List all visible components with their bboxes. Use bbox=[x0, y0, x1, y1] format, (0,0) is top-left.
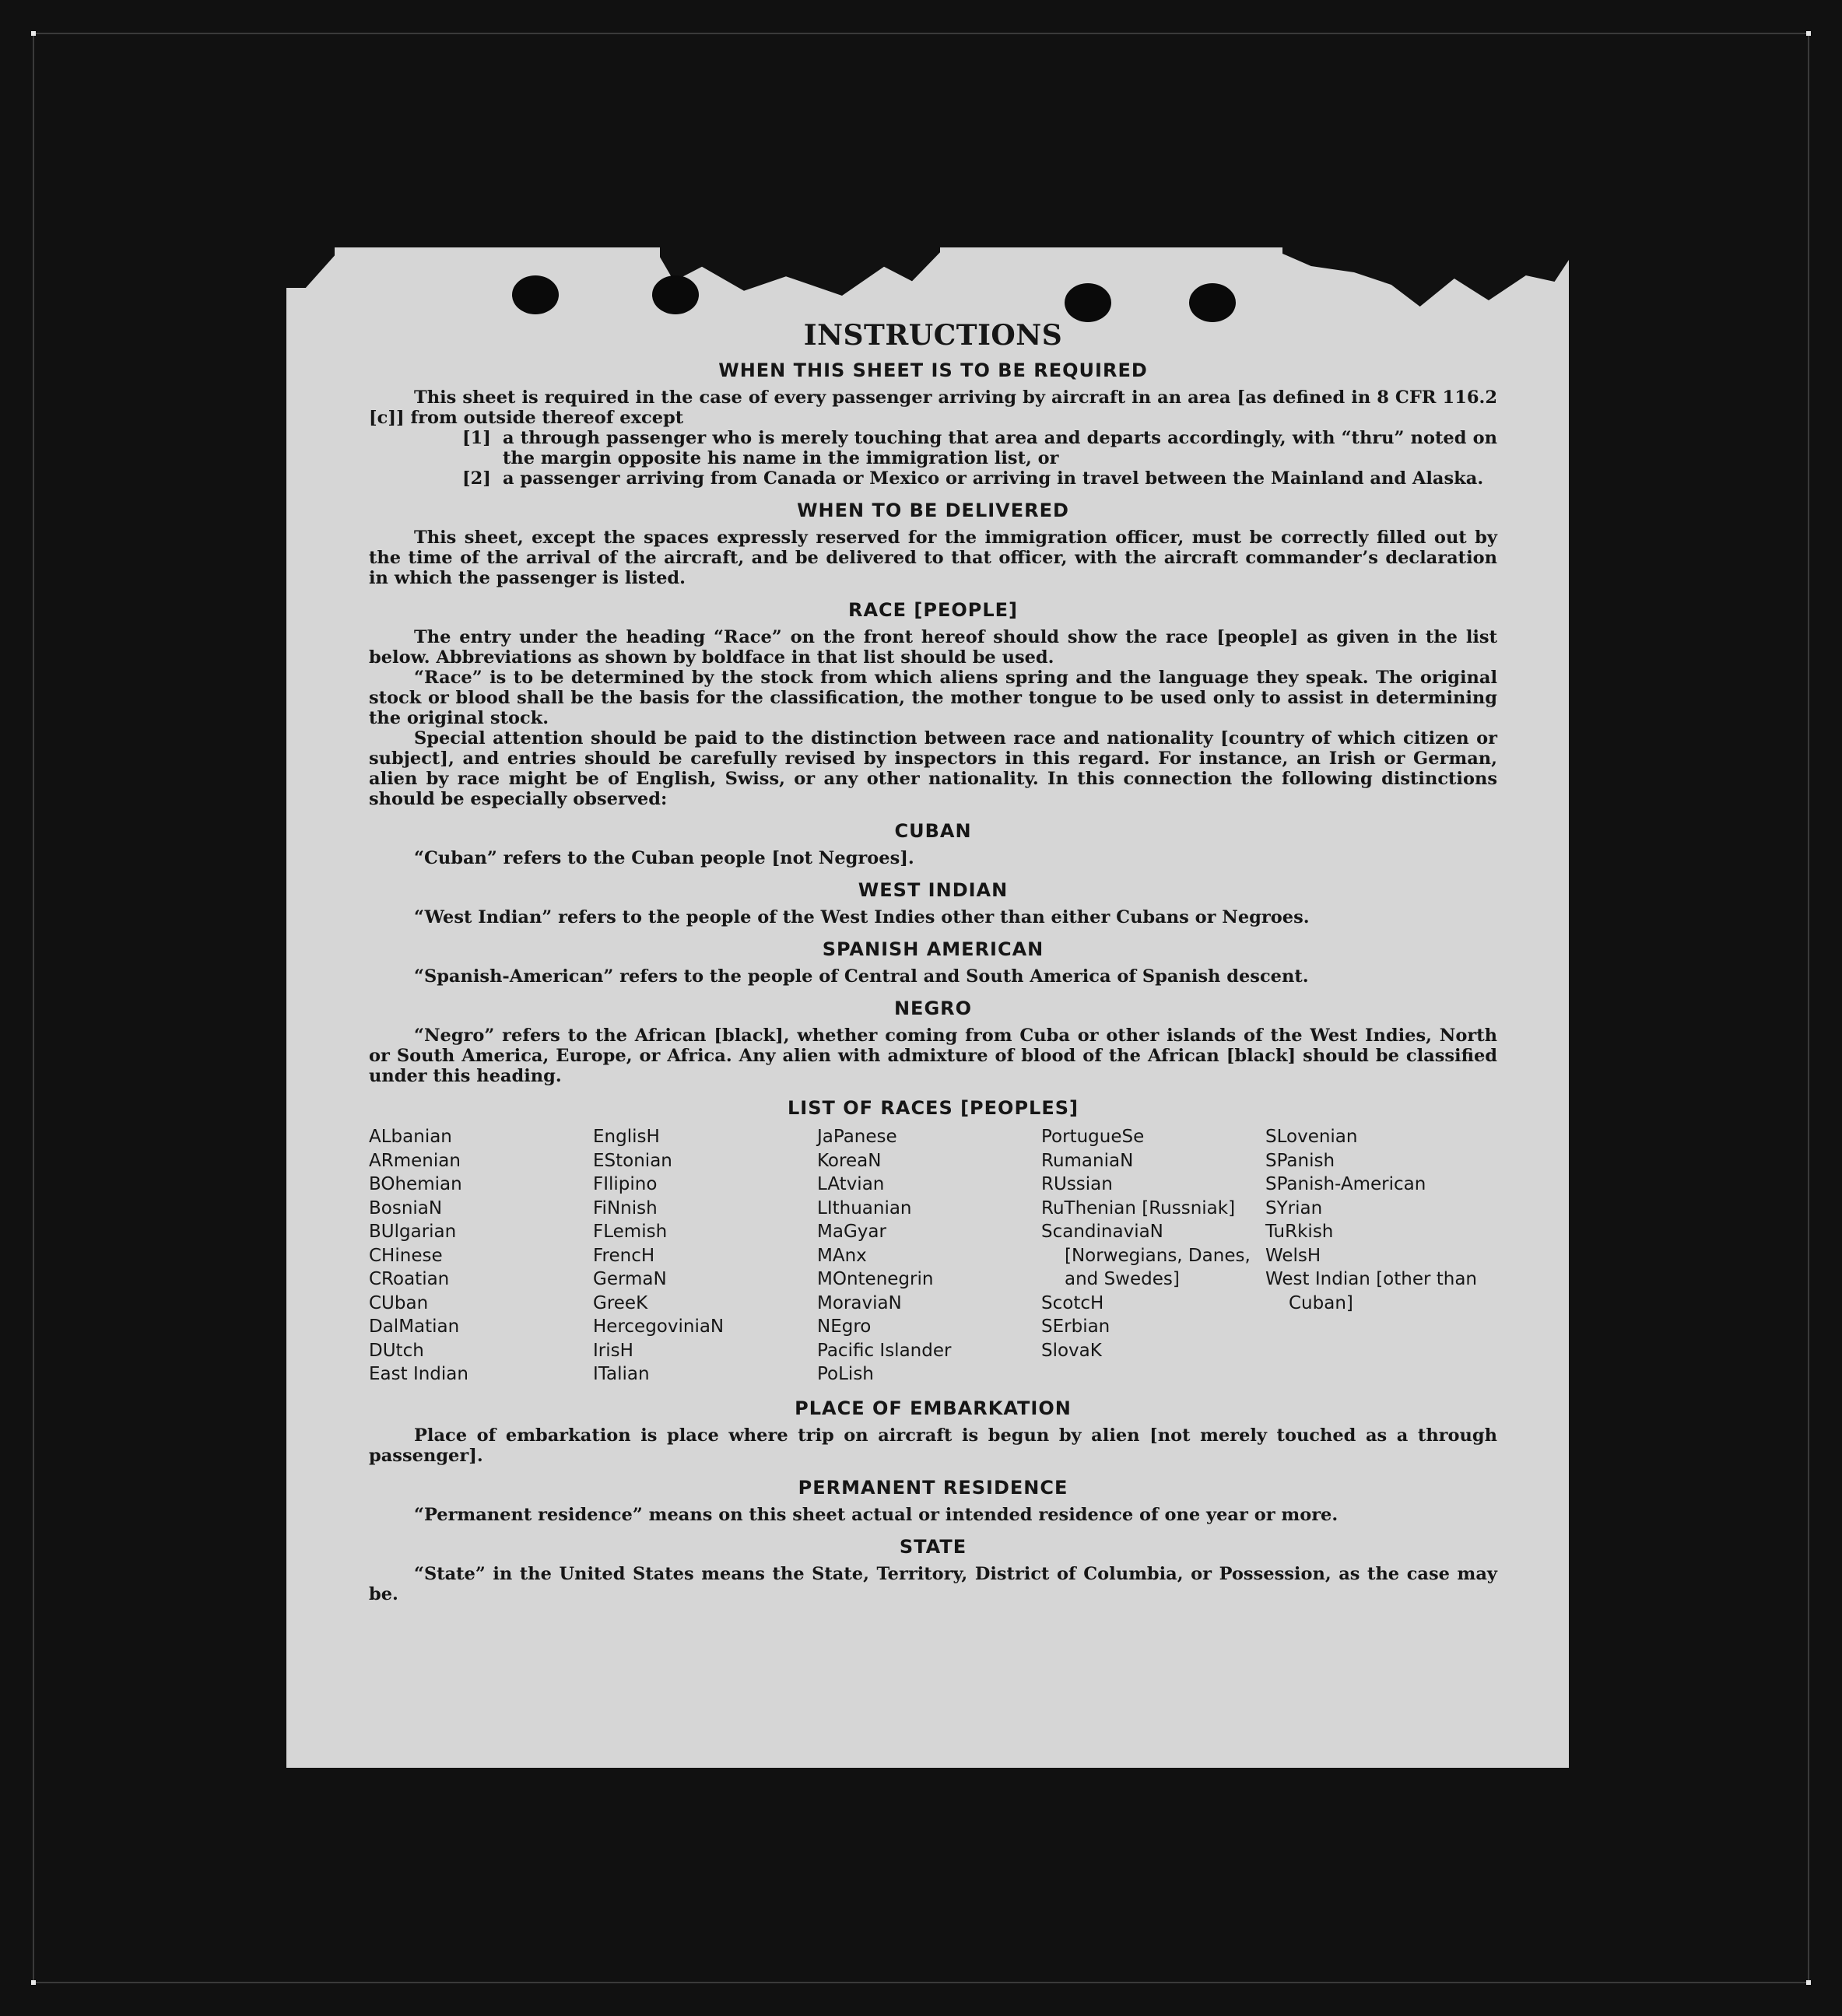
race-entry: BosniaN bbox=[369, 1197, 443, 1218]
torn-edge bbox=[286, 247, 335, 288]
section-paragraph: This sheet is required in the case of every passenger arriving by aircraft in an area [as defined in 8 CFR 116.2 [c]] from outside thereof except bbox=[369, 387, 1497, 428]
race-entry: FiNnish bbox=[593, 1197, 658, 1218]
races-column bbox=[369, 1125, 593, 1387]
section-paragraph: “Race” is to be determined by the stock from which aliens spring and the language they speak. The original stock or blood shall be the basis for the classification, the mother tongue to be used only to assist in determining the original stock. bbox=[369, 668, 1497, 728]
race-entry: IrisH bbox=[593, 1340, 633, 1361]
race-entry: JaPanese bbox=[817, 1127, 897, 1147]
races-column bbox=[593, 1125, 817, 1387]
punch-hole bbox=[1189, 283, 1236, 322]
race-entry: RuThenian [Russniak] bbox=[1041, 1197, 1236, 1218]
section-heading: NEGRO bbox=[893, 997, 973, 1019]
section-heading: WHEN TO BE DELIVERED bbox=[797, 500, 1069, 521]
section-heading: SPANISH AMERICAN bbox=[822, 938, 1044, 960]
section-heading: RACE [PEOPLE] bbox=[847, 599, 1019, 621]
race-entry: SlovaK bbox=[1041, 1340, 1102, 1361]
race-entry: Pacific Islander bbox=[817, 1340, 952, 1361]
section-heading: WHEN THIS SHEET IS TO BE REQUIRED bbox=[718, 359, 1148, 381]
section-heading: WEST INDIAN bbox=[858, 879, 1009, 901]
race-entry: RUssian bbox=[1041, 1174, 1113, 1194]
race-entry: LAtvian bbox=[817, 1174, 885, 1194]
race-entry: NEgro bbox=[817, 1317, 872, 1337]
section-paragraph: Special attention should be paid to the distinction between race and nationality [country of which citizen or subject], and entries should be carefully revised by inspectors in this regard. For instance, an Irish or German, alien by race might be of English, Swiss, or any other nationality. In this connection the following distinctions should be especially observed: bbox=[369, 728, 1497, 809]
punch-hole bbox=[652, 275, 699, 314]
race-entry: DUtch bbox=[369, 1340, 424, 1361]
list-item bbox=[462, 468, 1497, 489]
race-entry: CUban bbox=[369, 1292, 429, 1313]
race-entry: PoLish bbox=[817, 1364, 874, 1384]
race-entry: RumaniaN bbox=[1041, 1150, 1134, 1171]
frame-corner-mark bbox=[1806, 31, 1811, 36]
race-entry: SPanish-American bbox=[1265, 1174, 1426, 1194]
race-entry: TuRkish bbox=[1265, 1222, 1334, 1242]
frame-corner-mark bbox=[31, 1980, 36, 1985]
section-heading: PERMANENT RESIDENCE bbox=[798, 1476, 1068, 1499]
section-paragraph: “Negro” refers to the African [black], whether coming from Cuba or other islands of the West Indies, North or South America, Europe, or Africa. Any alien with admixture of blood of the African [black] should be classified under this heading. bbox=[369, 1026, 1497, 1086]
section-paragraph: The entry under the heading “Race” on the front hereof should show the race [people] as given in the list below. Abbreviations as shown by boldface in that list should be used. bbox=[369, 627, 1497, 668]
race-entry: MoraviaN bbox=[817, 1292, 902, 1313]
section-heading: STATE bbox=[899, 1535, 967, 1558]
frame-corner-mark bbox=[31, 31, 36, 36]
races-heading: LIST OF RACES [PEOPLES] bbox=[788, 1097, 1079, 1119]
race-entry: EStonian bbox=[593, 1150, 672, 1171]
race-entry: WelsH bbox=[1265, 1245, 1321, 1266]
section-paragraph: This sheet, except the spaces expressly reserved for the immigration officer, must be correctly filled out by the time of the arrival of the aircraft, and be delivered to that officer, with the aircraft commander’s declaration in which the passenger is listed. bbox=[369, 528, 1497, 588]
list-item-number: [1] bbox=[462, 428, 491, 448]
list-item bbox=[462, 428, 1497, 468]
section-paragraph: “Spanish-American” refers to the people of Central and South America of Spanish descent. bbox=[414, 966, 1309, 987]
race-entry: FLemish bbox=[593, 1222, 668, 1242]
races-column bbox=[1265, 1125, 1489, 1387]
punch-hole bbox=[512, 275, 559, 314]
punch-hole bbox=[1065, 283, 1111, 322]
race-entry: ScandinaviaN [Norwegians, Danes, and Swedes] bbox=[1041, 1222, 1251, 1289]
race-entry: MAnx bbox=[817, 1245, 867, 1266]
race-entry: BUlgarian bbox=[369, 1222, 457, 1242]
race-entry: GreeK bbox=[593, 1292, 648, 1313]
race-entry: DalMatian bbox=[369, 1317, 460, 1337]
race-entry: MaGyar bbox=[817, 1222, 886, 1242]
race-entry: HercegoviniaN bbox=[593, 1317, 725, 1337]
torn-edge bbox=[660, 247, 940, 296]
race-entry: CRoatian bbox=[369, 1269, 450, 1289]
section-paragraph: Place of embarkation is place where trip on aircraft is begun by alien [not merely touched as a through passenger]. bbox=[369, 1425, 1497, 1466]
race-entry: LIthuanian bbox=[817, 1197, 912, 1218]
list-item-text: a through passenger who is merely touching that area and departs accordingly, with “thru” noted on the margin opposite his name in the immigration list, or bbox=[503, 428, 1497, 468]
section-paragraph: “State” in the United States means the State, Territory, District of Columbia, or Possession, as the case may be. bbox=[369, 1563, 1497, 1604]
list-item-text: a passenger arriving from Canada or Mexico or arriving in travel between the Mainland and Alaska. bbox=[503, 468, 1484, 489]
page-title: INSTRUCTIONS bbox=[803, 319, 1063, 352]
race-entry: ARmenian bbox=[369, 1150, 461, 1171]
race-entry: SLovenian bbox=[1265, 1127, 1358, 1147]
section-heading: CUBAN bbox=[894, 820, 972, 842]
race-entry: FrencH bbox=[593, 1245, 655, 1266]
list-item-number: [2] bbox=[462, 468, 491, 489]
race-entry: PortugueSe bbox=[1041, 1127, 1145, 1147]
race-entry: SPanish bbox=[1265, 1150, 1335, 1171]
races-column bbox=[817, 1125, 1041, 1387]
race-entry: East Indian bbox=[369, 1364, 468, 1384]
race-entry: SErbian bbox=[1041, 1317, 1110, 1337]
race-entry: GermaN bbox=[593, 1269, 667, 1289]
race-entry: KoreaN bbox=[817, 1150, 882, 1171]
race-entry: FIlipino bbox=[593, 1174, 658, 1194]
race-entry: ITalian bbox=[593, 1364, 650, 1384]
frame-corner-mark bbox=[1806, 1980, 1811, 1985]
race-entry: SYrian bbox=[1265, 1197, 1323, 1218]
section-heading: PLACE OF EMBARKATION bbox=[795, 1397, 1072, 1419]
race-entry: EnglisH bbox=[593, 1127, 660, 1147]
section-paragraph: “West Indian” refers to the people of the West Indies other than either Cubans or Negroes. bbox=[414, 907, 1310, 927]
section-paragraph: “Cuban” refers to the Cuban people [not Negroes]. bbox=[414, 848, 914, 868]
race-entry: ALbanian bbox=[369, 1127, 452, 1147]
race-entry: CHinese bbox=[369, 1245, 443, 1266]
section-paragraph: “Permanent residence” means on this sheet actual or intended residence of one year or more. bbox=[414, 1504, 1339, 1525]
race-entry: BOhemian bbox=[369, 1174, 462, 1194]
race-entry: ScotcH bbox=[1041, 1292, 1104, 1313]
races-list bbox=[369, 1125, 1497, 1387]
race-entry: West Indian [other than Cuban] bbox=[1265, 1269, 1478, 1313]
document-sheet bbox=[286, 247, 1569, 1768]
torn-edge bbox=[1282, 247, 1569, 310]
race-entry: MOntenegrin bbox=[817, 1269, 934, 1289]
races-column bbox=[1041, 1125, 1265, 1387]
